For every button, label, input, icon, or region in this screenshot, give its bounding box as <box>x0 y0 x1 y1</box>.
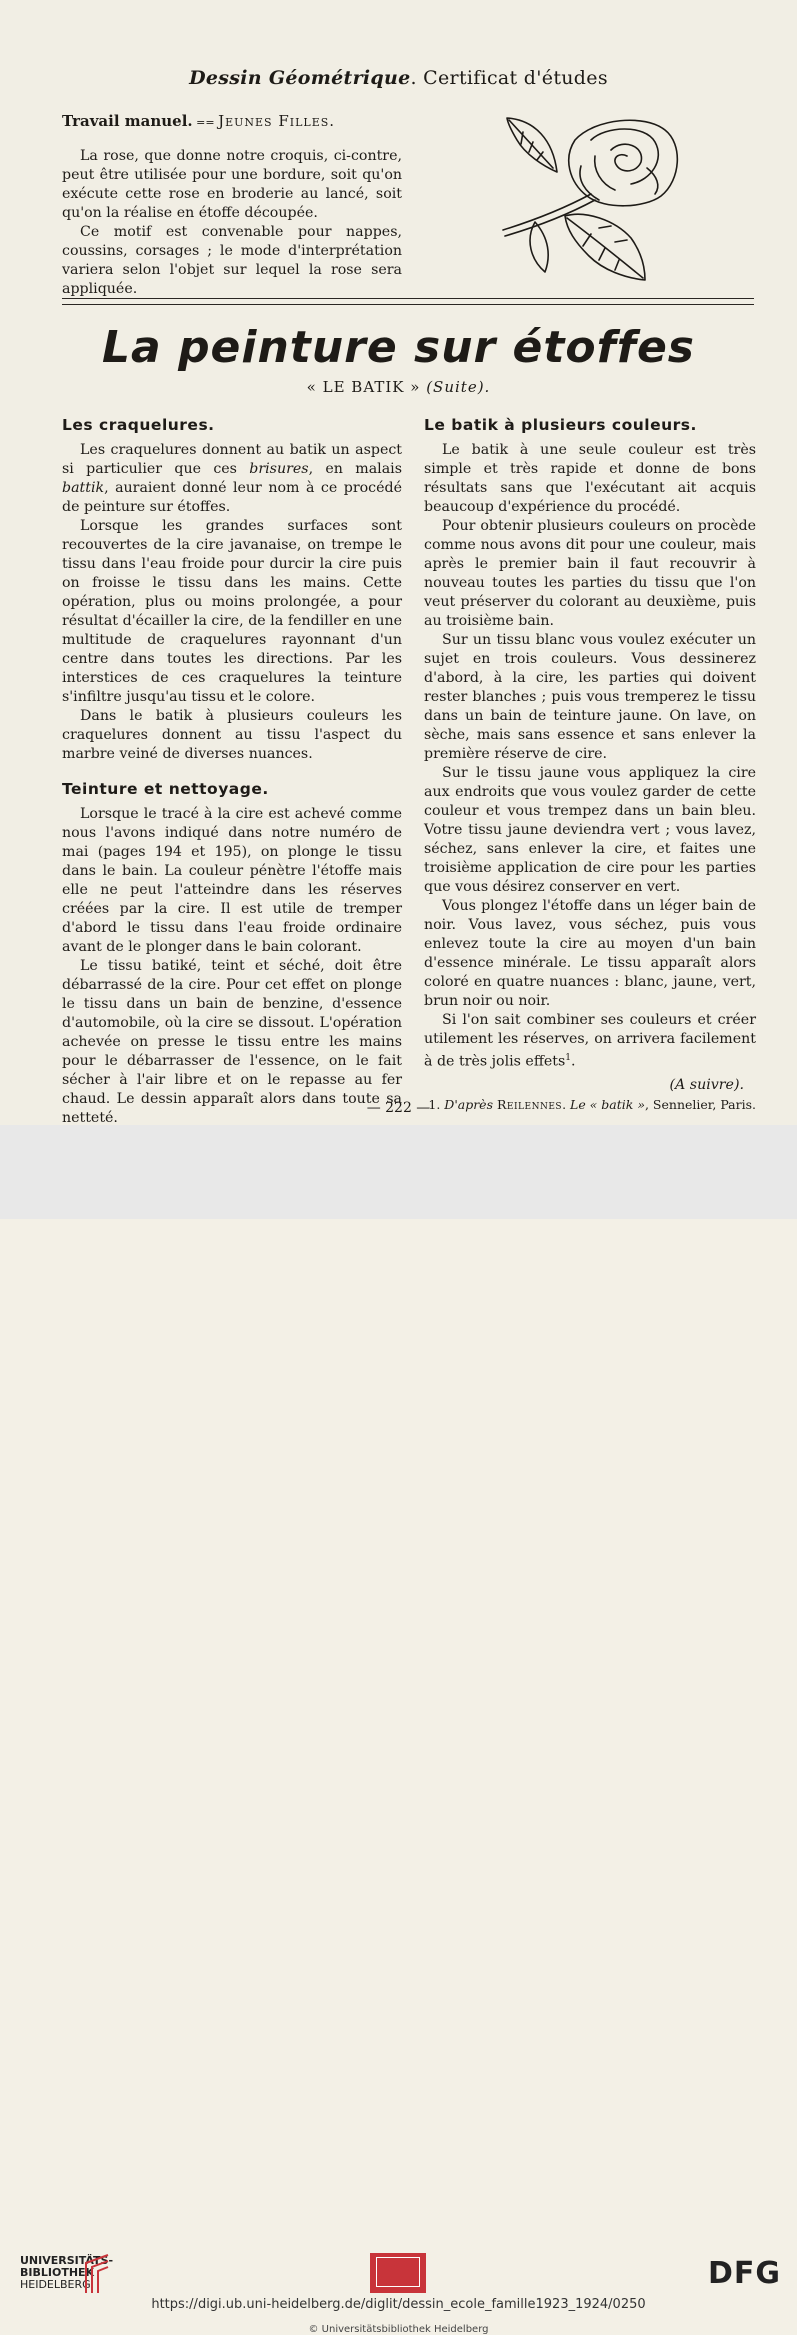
rose-outline <box>569 120 678 205</box>
p1-italic-brisures: brisures <box>249 461 309 477</box>
journal-logo-icon[interactable] <box>370 2253 426 2293</box>
fn-author: Reilennes <box>496 1096 563 1112</box>
page-number: — 222 — <box>366 1100 431 1116</box>
right-paragraph-4: Sur le tissu jaune vous appliquez la cire aux endroits que vous voulez garder de cette couleur et vous trempez dans un bain bleu. Votre tissu jaune deviendra vert ; vous lavez, séchez, sans enlever la cire, et faites une troisième application de cire pour les parties que vous désirez conserver en vert. <box>424 765 756 895</box>
fn-mid: . <box>562 1096 571 1112</box>
running-header-italic: Dessin Géométrique <box>189 67 411 89</box>
p6-text: Si l'on sait combiner ses couleurs et créer utilement les réserves, on arrivera facilement à de très jolis effets <box>424 1012 756 1070</box>
viewer-footer <box>0 1125 797 2335</box>
leaf-small <box>530 222 548 272</box>
a-suivre: (A suivre). <box>669 1076 744 1093</box>
left-column <box>62 416 402 1125</box>
footnote-ref: 1 <box>565 1053 572 1063</box>
scanned-page <box>0 0 797 1125</box>
copyright-notice: © Universitätsbibliothek Heidelberg <box>308 2324 489 2335</box>
running-header-rest: . Certificat d'études <box>410 67 608 89</box>
p6-end: . <box>571 1053 576 1070</box>
rose-drawing <box>495 110 705 290</box>
left-paragraph-4: Lorsque le tracé à la cire est achevé comme nous l'avons indiqué dans notre numéro de mai (pages 194 et 195), on plonge le tissu dans le bain. La couleur pénètre l'étoffe mais elle ne peut l'atteindre dans les réserves créées par la cire. Il est utile de tremper d'abord le tissu dans l'eau froide ordinaire avant de le plonger dans le bain colorant. <box>62 806 402 955</box>
heading-teinture: Teinture et nettoyage. <box>62 780 269 798</box>
left-paragraph-2: Lorsque les grandes surfaces sont recouvertes de la cire javanaise, on trempe le tissu dans l'eau froide pour durcir la cire puis on froisse le tissu dans les mains. Cette opération, plus ou moins prolongée, a pour résultat d'écailler la cire, de la fendiller en une multitude de craquelures rayonnant d'un centre dans toutes les directions. Par les interstices de ces craquelures la teinture s'infiltre jusqu'au tissu et le colore. <box>62 518 402 705</box>
fn-number: 1. <box>428 1096 445 1112</box>
rose-stem <box>503 194 591 230</box>
left-paragraph-3: Dans le batik à plusieurs couleurs les craquelures donnent au tissu l'aspect du marbre veiné de diverses nuances. <box>62 708 402 762</box>
right-paragraph-2: Pour obtenir plusieurs couleurs on procède comme nous avons dit pour une couleur, mais après le premier bain il faut recouvrir à nouveau toutes les parties du tissu que l'on veut préserver du colorant au deuxième, puis au troisième bain. <box>424 518 756 629</box>
library-line-2: BIBLIOTHEK <box>20 2266 95 2279</box>
dfg-logo[interactable]: DFG <box>708 2256 782 2291</box>
library-logo-icon <box>82 2253 112 2295</box>
heading-craquelures: Les craquelures. <box>62 416 215 434</box>
divider-bottom <box>62 304 754 305</box>
divider-top <box>62 298 754 299</box>
left-paragraph-1 <box>62 441 402 517</box>
travail-manuel-text <box>62 147 402 299</box>
running-header <box>0 67 797 89</box>
travail-title-rest: Jeunes Filles. <box>218 112 336 130</box>
p1-text-b: , en malais <box>308 461 402 477</box>
travail-paragraph-2: Ce motif est convenable pour nappes, coussins, corsages ; le mode d'interprétation variera selon l'objet sur lequel la rose sera appliquée. <box>62 224 402 297</box>
p1-italic-battik: battik <box>62 480 105 496</box>
p1-text-c: , auraient donné leur nom à ce procédé de peinture sur étoffes. <box>62 480 402 515</box>
fn-italic-2: Le « batik » <box>570 1096 645 1112</box>
heading-plusieurs-couleurs: Le batik à plusieurs couleurs. <box>424 416 697 434</box>
travail-title-bold: Travail manuel. <box>62 112 193 130</box>
travail-title-sep: == <box>192 116 219 129</box>
fn-italic-1: D'après <box>444 1096 497 1112</box>
article-title: La peinture sur étoffes <box>102 322 695 373</box>
right-paragraph-3: Sur un tissu blanc vous voulez exécuter un sujet en trois couleurs. Vous dessinerez d'abord, à la cire, les parties qui doivent rester blanches ; puis vous tremperez le tissu dans un bain de teinture jaune. On lave, on sèche, mais sans essence et sans enlever la première réserve de cire. <box>424 632 756 762</box>
right-paragraph-6 <box>424 1011 756 1072</box>
p1-text-a: Les craquelures donnent au batik un aspect si particulier que ces <box>62 442 402 477</box>
fn-end: , Sennelier, Paris. <box>644 1096 756 1112</box>
travail-paragraph-1: La rose, que donne notre croquis, ci-contre, peut être utilisée pour une bordure, soit qu'on exécute cette rose en broderie au lancé, soit qu'on la réalise en étoffe découpée. <box>62 148 402 221</box>
right-column <box>424 416 756 1114</box>
article-subtitle <box>0 378 797 396</box>
permalink-url[interactable]: https://digi.ub.uni-heidelberg.de/diglit/dessin_ecole_famille1923_1924/0250 <box>151 2297 646 2312</box>
left-paragraph-5: Le tissu batiké, teint et séché, doit être débarrassé de la cire. Pour cet effet on plonge le tissu dans un bain de benzine, d'essence d'automobile, où la cire se dissout. L'opération achevée on presse le tissu entre les mains pour le débarrasser de l'essence, on le fait sécher à l'air libre et on le repasse au fer chaud. Le dessin apparaît alors dans toute sa netteté. <box>62 958 402 1125</box>
library-line-1: UNIVERSITÄTS- <box>20 2254 114 2267</box>
subtitle-main: « LE BATIK » <box>306 378 421 396</box>
right-paragraph-1: Le batik à une seule couleur est très simple et très rapide et donne de bons résultats sans que l'exécutant ait acquis beaucoup d'expérience du procédé. <box>424 442 756 515</box>
library-line-3: HEIDELBERG <box>20 2278 91 2291</box>
travail-manuel-heading <box>62 112 335 130</box>
subtitle-italic: (Suite). <box>426 378 491 396</box>
right-paragraph-5: Vous plongez l'étoffe dans un léger bain de noir. Vous lavez, vous séchez, puis vous enlevez toute la cire au moyen d'un bain d'essence minérale. Le tissu apparaît alors coloré en quatre nuances : blanc, jaune, vert, brun noir ou noir. <box>424 898 756 1009</box>
